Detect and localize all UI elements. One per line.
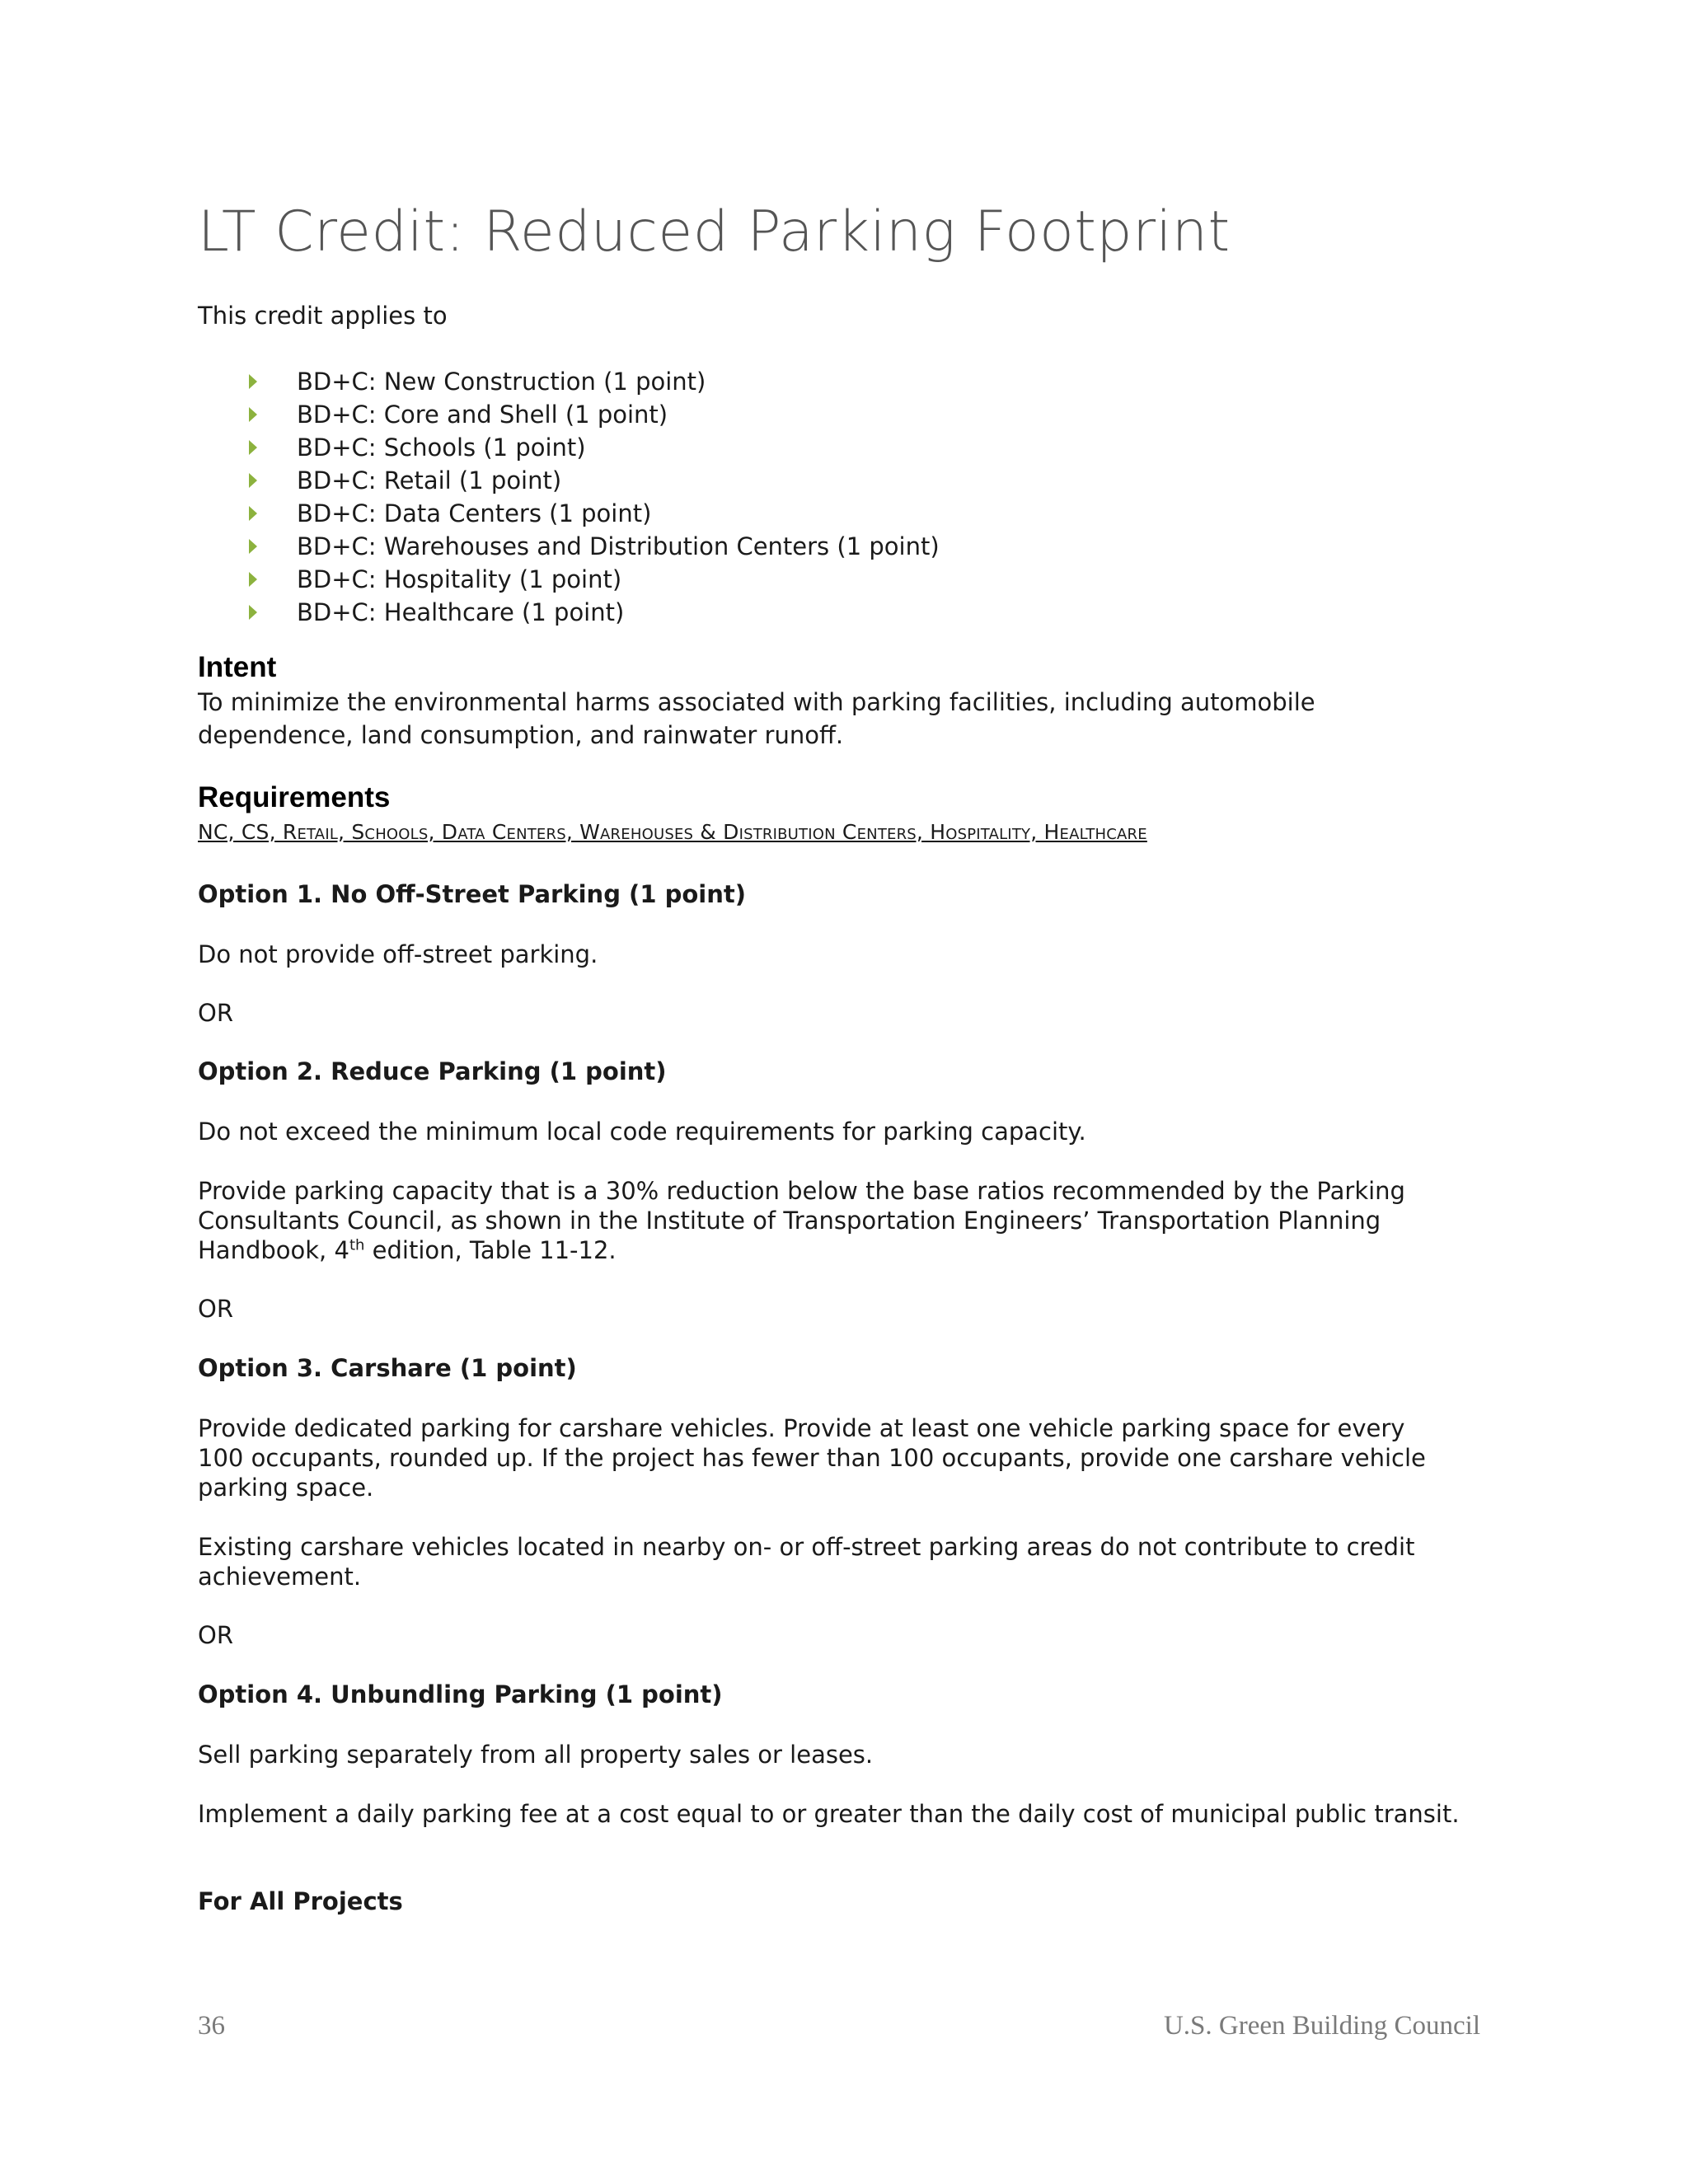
option-3-text-2-line-2: achievement. [198, 1563, 362, 1591]
or-separator: OR [198, 1621, 233, 1649]
arrow-bullet-icon [249, 605, 257, 620]
intent-heading: Intent [198, 651, 277, 683]
intent-text-line-1: To minimize the environmental harms associated with parking facilities, including automobile [198, 688, 1315, 716]
arrow-bullet-icon [249, 407, 257, 422]
intent-text-line-2: dependence, land consumption, and rainwater runoff. [198, 721, 844, 749]
option-3-heading: Option 3. Carshare (1 point) [198, 1354, 577, 1382]
all-projects-heading: For All Projects [198, 1887, 403, 1915]
page-number: 36 [198, 2011, 225, 2041]
arrow-bullet-icon [249, 506, 257, 521]
list-item: BD+C: New Construction (1 point) [198, 365, 940, 398]
option-4-text-1: Sell parking separately from all property sales or leases. [198, 1741, 874, 1769]
footer-organization: U.S. Green Building Council [1163, 2011, 1480, 2041]
option-4-text-2: Implement a daily parking fee at a cost equal to or greater than the daily cost of municipal public transit. [198, 1800, 1460, 1828]
list-item: BD+C: Core and Shell (1 point) [198, 398, 940, 431]
arrow-bullet-icon [249, 440, 257, 455]
arrow-bullet-icon [249, 374, 257, 389]
requirements-heading: Requirements [198, 781, 391, 813]
option-4-heading: Option 4. Unbundling Parking (1 point) [198, 1680, 723, 1708]
option-1-text: Do not provide off-street parking. [198, 940, 598, 968]
list-item: BD+C: Retail (1 point) [198, 464, 940, 497]
option-2-text-1: Do not exceed the minimum local code requirements for parking capacity. [198, 1118, 1086, 1146]
list-item: BD+C: Schools (1 point) [198, 431, 940, 464]
applies-list [198, 365, 940, 629]
option-2-text-2-line-1: Provide parking capacity that is a 30% reduction below the base ratios recommended by the Parking [198, 1177, 1405, 1205]
arrow-bullet-icon [249, 539, 257, 554]
option-2-text-2-line-3: Handbook, 4th edition, Table 11-12. [198, 1236, 617, 1264]
option-3-text-1-line-3: parking space. [198, 1474, 374, 1502]
option-3-text-1-line-1: Provide dedicated parking for carshare vehicles. Provide at least one vehicle parking space for every [198, 1414, 1405, 1442]
option-1-heading: Option 1. No Off-Street Parking (1 point) [198, 880, 746, 908]
option-3-text-1-line-2: 100 occupants, rounded up. If the project has fewer than 100 occupants, provide one carshare vehicle [198, 1444, 1426, 1472]
arrow-bullet-icon [249, 572, 257, 587]
option-3-text-2-line-1: Existing carshare vehicles located in nearby on- or off-street parking areas do not contribute to credit [198, 1533, 1415, 1561]
requirements-applies-line: NC, CS, Retail, Schools, Data Centers, Warehouses & Distribution Centers, Hospitality, Healthcare [198, 820, 1147, 844]
list-item: BD+C: Hospitality (1 point) [198, 563, 940, 596]
arrow-bullet-icon [249, 473, 257, 488]
page-title: LT Credit: Reduced Parking Footprint [198, 199, 1231, 265]
or-separator: OR [198, 999, 233, 1027]
or-separator: OR [198, 1295, 233, 1323]
option-2-text-2-line-2: Consultants Council, as shown in the Institute of Transportation Engineers’ Transportation Planning [198, 1207, 1381, 1235]
list-item: BD+C: Warehouses and Distribution Centers (1 point) [198, 530, 940, 563]
list-item: BD+C: Data Centers (1 point) [198, 497, 940, 530]
option-2-heading: Option 2. Reduce Parking (1 point) [198, 1057, 667, 1085]
list-item: BD+C: Healthcare (1 point) [198, 596, 940, 629]
applies-intro: This credit applies to [198, 302, 448, 330]
